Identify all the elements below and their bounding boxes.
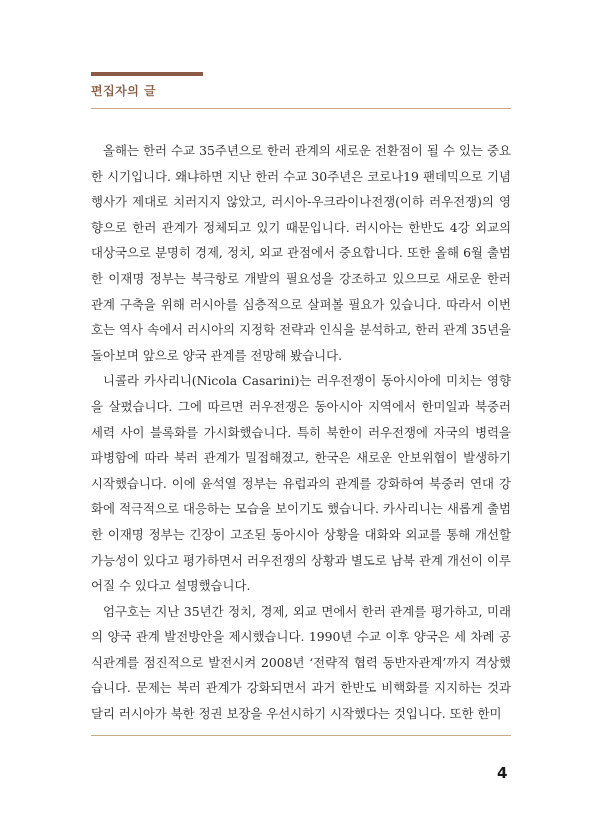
page-number: 4 bbox=[497, 764, 508, 782]
header-accent-bar bbox=[91, 72, 203, 76]
article-body bbox=[91, 138, 511, 727]
footer-divider bbox=[91, 735, 511, 736]
paragraph: 엄구호는 지난 35년간 정치, 경제, 외교 면에서 한러 관계를 평가하고, 미래의 양국 관계 발전방안을 제시했습니다. 1990년 수교 이후 양국은 세 차례 공식관계를 점진적으로 발전시켜 2008년 ‘전략적 협력 동반자관계’까지 격상했습니다. 문제는 북러 관계가 강화되면서 과거 한반도 비핵화를 지지하는 것과 달리 러시아가 북한 정권 보장을 우선시하기 시작했다는 것입니다. 또한 한미 bbox=[91, 603, 511, 722]
header-divider bbox=[91, 108, 511, 109]
section-title: 편집자의 글 bbox=[91, 84, 157, 98]
paragraph: 올해는 한러 수교 35주년으로 한러 관계의 새로운 전환점이 될 수 있는 중요한 시기입니다. 왜냐하면 지난 한러 수교 30주년은 코로나19 팬데믹으로 기념행사가 제대로 치러지지 않았고, 러시아-우크라이나전쟁(이하 러우전쟁)의 영향으로 한러 관계가 정체되고 있기 때문입니다. 러시아는 한반도 4강 외교의 대상국으로 분명히 경제, 정치, 외교 관점에서 중요합니다. 또한 올해 6월 출범한 이재명 정부는 북극항로 개발의 필요성을 강조하고 있으므로 새로운 한러 관계 구축을 위해 러시아를 심층적으로 살펴볼 필요가 있습니다. 따라서 이번 호는 역사 속에서 러시아의 지정학 전략과 인식을 분석하고, 한러 관계 35년을 돌아보며 앞으로 양국 관계를 전망해 봤습니다. bbox=[91, 143, 511, 363]
paragraph: 니콜라 카사리니(Nicola Casarini)는 러우전쟁이 동아시아에 미치는 영향을 살폈습니다. 그에 따르면 러우전쟁은 동아시아 지역에서 한미일과 북중러 세력 사이 블록화를 가시화했습니다. 특히 북한이 러우전쟁에 자국의 병력을 파병함에 따라 북러 관계가 밀접해졌고, 한국은 새로운 안보위협이 발생하기 시작했습니다. 이에 윤석열 정부는 유럽과의 관계를 강화하여 북중러 연대 강화에 적극적으로 대응하는 모습을 보이기도 했습니다. 카사리니는 새롭게 출범한 이재명 정부는 긴장이 고조된 동아시아 상황을 대화와 외교를 통해 개선할 가능성이 있다고 평가하면서 러우전쟁의 상황과 별도로 남북 관계 개선이 이루어질 수 있다고 설명했습니다. bbox=[91, 373, 511, 594]
